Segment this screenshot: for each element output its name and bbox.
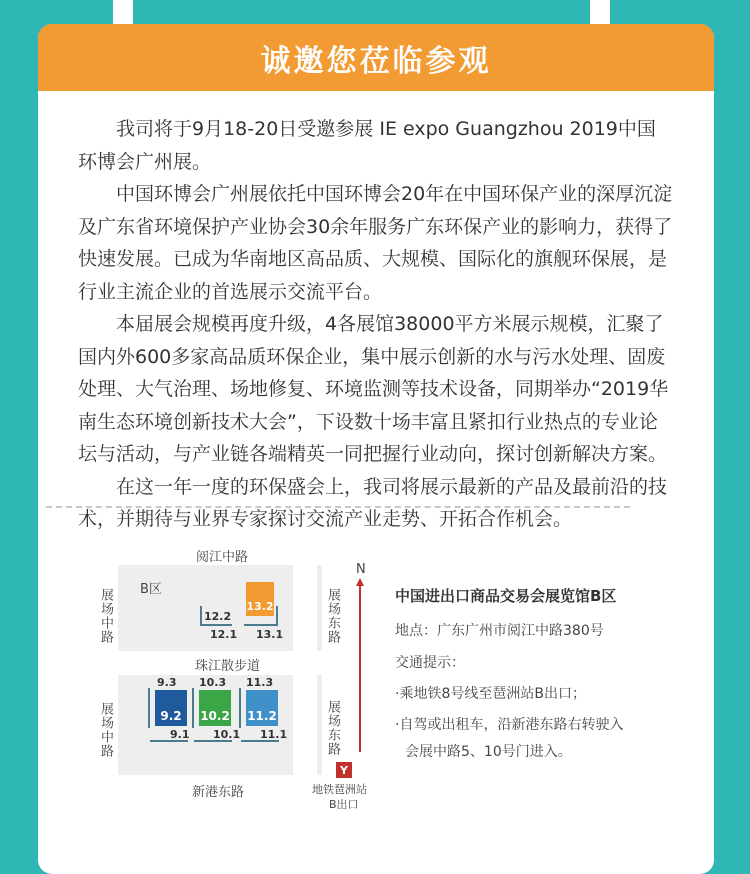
zone-label: B区: [140, 582, 162, 597]
hall-13-2: 13.2: [246, 582, 274, 616]
intro-paragraph: 在这一年一度的环保盛会上，我司将展示最新的产品及最前沿的技术，并期待与业界专家探讨交流产业走势、开拓合作机会。: [78, 475, 668, 530]
hall-bracket: [239, 688, 241, 728]
road-label-left-lower: 展场中路: [98, 702, 113, 758]
top-tab-left: [113, 0, 133, 26]
road-label-right-upper: 展场东路: [325, 588, 340, 644]
hall-bracket: [200, 606, 202, 624]
road-label-left-upper: 展场中路: [98, 588, 113, 644]
hall-label-12-1: 12.1: [210, 628, 238, 641]
venue-name: 中国进出口商品交易会展览馆B区: [395, 587, 617, 605]
hall-label-10-3: 10.3: [199, 676, 227, 689]
road-label-middle: 珠江散步道: [195, 659, 261, 674]
north-arrow-icon: [356, 578, 364, 586]
road-label-bottom: 新港东路: [192, 785, 245, 800]
hall-label-9-3: 9.3: [157, 676, 177, 689]
hall-9-2: 9.2: [155, 690, 187, 726]
top-tab-right: [590, 0, 610, 26]
metro-station: 地铁琶洲站: [312, 783, 367, 796]
intro-text: [38, 91, 714, 536]
hall-label-9-1: 9.1: [170, 728, 190, 741]
banner: [38, 24, 714, 91]
venue-address: 地点：广东广州市阅江中路380号: [395, 623, 604, 639]
divider: [46, 506, 630, 508]
road-label-right-lower: 展场东路: [325, 700, 340, 756]
hall-bracket: [200, 624, 232, 626]
traffic-tip: ·乘地铁8号线至琶洲站B出口；: [395, 686, 586, 702]
north-line: [359, 586, 361, 752]
metro-exit: B出口: [329, 798, 359, 811]
traffic-tip: ·自驾或出租车，沿新港东路右转驶入: [395, 717, 624, 733]
hall-11-2: 11.2: [246, 690, 278, 726]
intro-paragraph: 我司将于9月18-20日受邀参展 IE expo Guangzhou 2019中国环博会广州展。: [78, 118, 656, 173]
hall-label-13-1: 13.1: [256, 628, 284, 641]
metro-icon: Y: [336, 762, 352, 778]
hall-10-2: 10.2: [199, 690, 231, 726]
traffic-tip: 会展中路5、10号门进入。: [405, 744, 572, 760]
north-label: N: [356, 562, 366, 577]
hall-bracket: [276, 606, 278, 626]
intro-paragraph: 本届展会规模再度升级，4各展馆38000平方米展示规模，汇聚了国内外600多家高品质环保企业，集中展示创新的水与污水处理、固废处理、大气治理、场地修复、环境监测等技术设备，同期举办“2019华南生态环境创新技术大会”，下设数十场丰富且紧扣行业热点的专业论坛与活动，与产业链各端精英一同把握行业动向，探讨创新解决方案。: [78, 313, 669, 465]
hall-bracket: [244, 624, 276, 626]
hall-bracket: [192, 688, 194, 728]
hall-label-10-1: 10.1: [213, 728, 241, 741]
right-road: [293, 565, 317, 775]
hall-label-11-3: 11.3: [246, 676, 274, 689]
hall-label-12-2: 12.2: [204, 610, 232, 623]
hall-label-11-1: 11.1: [260, 728, 288, 741]
road-label-top: 阅江中路: [196, 550, 249, 565]
traffic-title: 交通提示：: [395, 655, 465, 671]
intro-paragraph: 中国环博会广州展依托中国环博会20年在中国环保产业的深厚沉淀及广东省环境保护产业协会30余年服务广东环保产业的影响力，获得了快速发展。已成为华南地区高品质、大规模、国际化的旗舰环保展，是行业主流企业的首选展示交流平台。: [78, 183, 673, 303]
hall-bracket: [148, 688, 150, 728]
banner-title: 诚邀您莅临参观: [260, 43, 492, 79]
